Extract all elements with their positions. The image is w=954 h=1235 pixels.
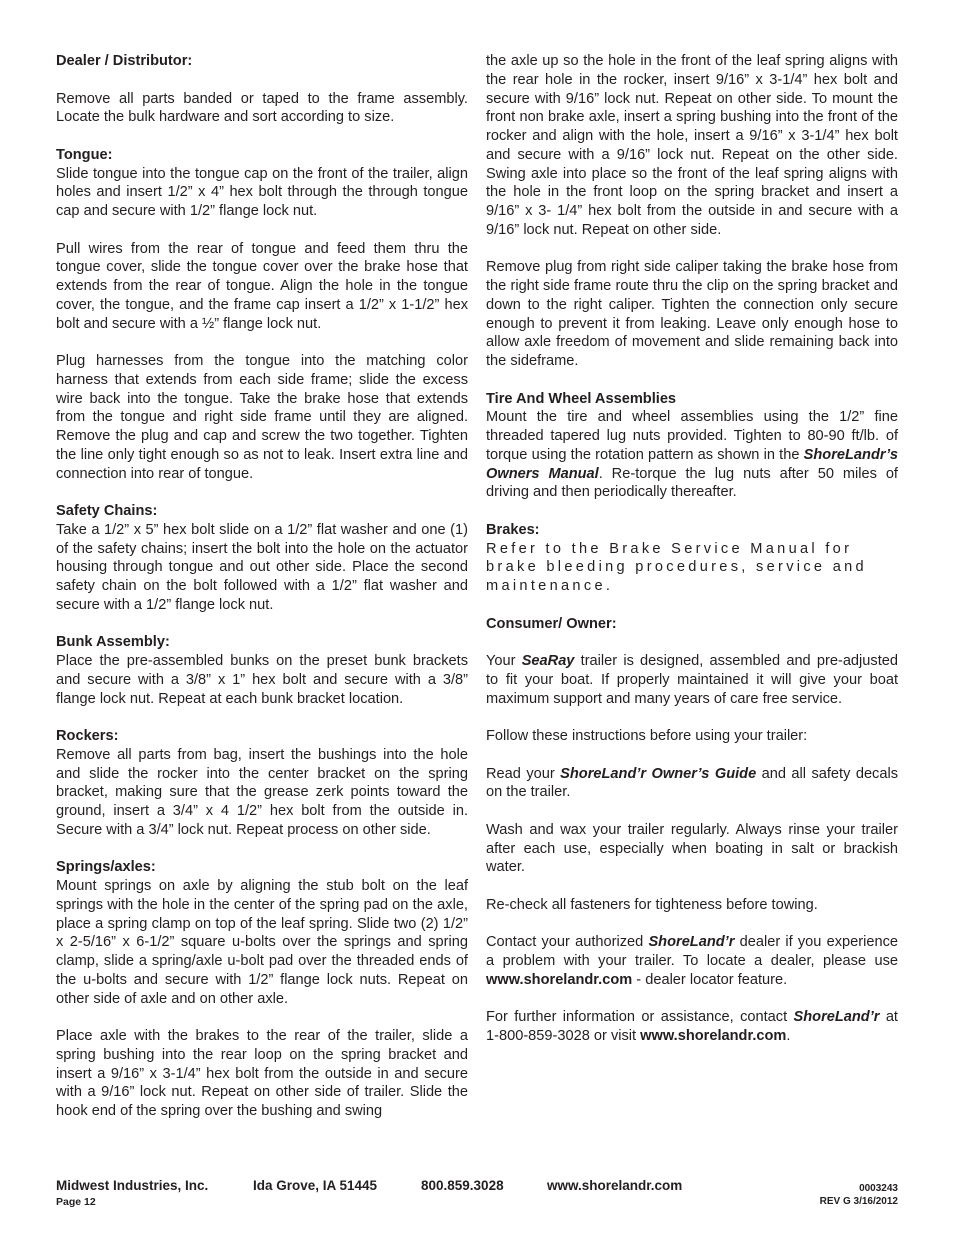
website-link-contact[interactable]: www.shorelandr.com xyxy=(640,1028,787,1044)
consumer-p3-c: and all safety decals on the trailer. xyxy=(486,765,899,801)
consumer-p1-a: Your xyxy=(486,653,522,669)
consumer-paragraph-5: Re-check all fasteners for tighteness before towing. xyxy=(486,896,818,913)
consumer-p1-c: trailer is designed, assembled and pre-adjusted to fit your boat. If properly maintained it will give your boat maximum support and many years of care free service. xyxy=(486,653,898,707)
tongue-heading: Tongue: xyxy=(56,146,113,163)
tire-wheel-heading: Tire And Wheel Assemblies xyxy=(486,390,677,407)
brake-hose-paragraph: Remove plug from right side caliper taking the brake hose from the right side frame route thru the clip on the spring bracket and down to the right caliper. Tighten the connection only secure enough to prevent it from leaking. Leave only enough hose to allow axle freedom of movement and slide remaining back into the sideframe. xyxy=(486,259,898,369)
tire-wheel-paragraph xyxy=(486,408,898,502)
consumer-p7-a: For further information or assistance, contact xyxy=(486,1009,794,1026)
brand-shorelandr: ShoreLand’r xyxy=(648,934,735,951)
tongue-paragraph-2: Pull wires from the rear of tongue and feed them thru the tongue cover, slide the tongue cover over the brake hose that extends from the rear of tongue. Align the hole in the tongue cover, the tongue, and the frame cap insert a 1/2” x 1-1/2” hex bolt and secure with a ½” flange lock nut. xyxy=(56,240,468,332)
consumer-p7-e: . xyxy=(786,1028,791,1044)
footer-company: Midwest Industries, Inc. xyxy=(56,1178,209,1193)
consumer-paragraph-3 xyxy=(486,765,898,803)
consumer-paragraph-1 xyxy=(486,652,898,708)
right-column xyxy=(486,52,898,1046)
footer-website: www.shorelandr.com xyxy=(547,1178,683,1193)
consumer-paragraph-7 xyxy=(486,1008,898,1046)
rockers-heading: Rockers: xyxy=(56,728,119,744)
revision: REV G 3/16/2012 xyxy=(819,1196,898,1207)
tongue-paragraph-3: Plug harnesses from the tongue into the matching color harness that extends from each side frame; slide the excess wire back into the tongue. Take the brake hose that extends from the tongue and right side frame until they are aligned. Remove the plug and cap and screw the two together. Tighten the line only tight enough so as not to leak. Insert extra line and connection into rear of tongue. xyxy=(56,353,468,482)
website-link[interactable]: www.shorelandr.com xyxy=(486,971,633,988)
dealer-section xyxy=(56,52,468,71)
page-number: Page 12 xyxy=(56,1196,96,1208)
consumer-p6-e: - dealer locator feature. xyxy=(632,971,788,988)
safety-chains-heading: Safety Chains: xyxy=(56,503,158,519)
tongue-paragraph-1: Slide tongue into the tongue cap on the front of the trailer, align holes and insert 1/2” x 4” hex bolt through the through tongue cap and secure with 1/2” flange lock nut. xyxy=(56,165,468,219)
brand-shorelandr-contact: ShoreLand’r xyxy=(793,1009,880,1026)
footer-city: Ida Grove, IA 51445 xyxy=(253,1178,378,1193)
dealer-paragraph: Remove all parts banded or taped to the frame assembly. Locate the bulk hardware and sort according to size. xyxy=(56,90,468,126)
safety-chains-paragraph: Take a 1/2” x 5” hex bolt slide on a 1/2” flat washer and one (1) of the safety chains; insert the bolt into the hole on the actuator housing through tongue and out other side. Place the second safety chain on the bolt followed with a 1/2” flat washer and secure with a 1/2” flange lock nut. xyxy=(56,521,468,613)
brand-searay: SeaRay xyxy=(521,653,575,669)
consumer-heading: Consumer/ Owner: xyxy=(486,615,617,632)
doc-number: 0003243 xyxy=(859,1183,898,1194)
dealer-heading: Dealer / Distributor: xyxy=(56,53,193,69)
consumer-paragraph-6 xyxy=(486,933,898,989)
consumer-p3-a: Read your xyxy=(486,765,561,782)
consumer-p7-c: at 1-800-859-3028 or visit xyxy=(486,1009,898,1044)
springs-axles-paragraph-1: Mount springs on axle by aligning the stub bolt on the leaf springs with the hole in the center of the spring pad on the axle, place a spring clamp on top of the leaf spring. Slide two (2) 1/2” x 2-5/16” x 6-1/2” square u-bolts over the springs and spring clamp, slide a spring/axle u-bolt pad over the threaded ends of the u-bolts and secure with 1/2” flange lock nuts. Repeat on other side of axle and on other axle. xyxy=(56,878,468,1007)
springs-axles-paragraph-2: Place axle with the brakes to the rear of the trailer, slide a spring bushing into the rear loop on the spring bracket and insert a 9/16” x 3-1/4” hex bolt from the outside in and secure with a 9/16” lock nut. Repeat on other side of trailer. Slide the hook end of the spring over the bushing and swing xyxy=(56,1028,468,1119)
tire-text-c: . Re-torque the lug nuts after 50 miles of driving and then periodically thereafter. xyxy=(486,465,898,501)
consumer-paragraph-4: Wash and wax your trailer regularly. Always rinse your trailer after each use, especially when boating in salt or brackish water. xyxy=(486,821,898,876)
left-column xyxy=(56,52,468,1121)
consumer-p6-c: dealer if you experience a problem with your trailer. To locate a dealer, please use xyxy=(486,934,899,969)
footer-phone: 800.859.3028 xyxy=(421,1178,504,1193)
owners-manual-ref: ShoreLandr’s Owners Manual xyxy=(486,446,898,482)
tire-text-a: Mount the tire and wheel assemblies using the 1/2” fine threaded tapered lug nuts provided. Tighten to 80-90 ft/lb. of torque using the rotation pattern as shown in the xyxy=(486,409,898,463)
consumer-section xyxy=(486,615,898,634)
springs-axles-heading: Springs/axles: xyxy=(56,859,156,876)
brakes-paragraph: Refer to the Brake Service Manual for brake bleeding procedures, service and maintenance. xyxy=(486,540,867,594)
springs-axles-continued: the axle up so the hole in the front of the leaf spring aligns with the rear hole in the rocker, insert 9/16” x 3-1/4” hex bolt and secure with 9/16” lock nut. Repeat on other side. To mount the front non brake axle, insert a spring bushing into the front of the rocker and align with the hole, insert a 9/16” x 3-1/4” hex bolt and secure with a 9/16” lock nut. Repeat on the other side. Swing axle into place so the front of the leaf spring aligns with the hole in the front loop on the spring bracket and insert a 9/16” x 3- 1/4” hex bolt from the outside in and secure with a 9/16” lock nut. Repeat on other side. xyxy=(486,53,898,238)
bunk-assembly-heading: Bunk Assembly: xyxy=(56,634,170,651)
bunk-assembly-paragraph: Place the pre-assembled bunks on the preset bunk brackets and secure with a 3/8” x 1” hex bolt and secure with a 3/8” flange lock nut. Repeat at each bunk bracket location. xyxy=(56,653,468,707)
rockers-paragraph: Remove all parts from bag, insert the bushings into the hole and slide the rocker into the center bracket on the spring bracket, making sure that the grease zerk points toward the ground, insert a 3/4” x 4 1/2” hex bolt from the outside in. Secure with a 3/4” lock nut. Repeat process on other side. xyxy=(56,746,468,838)
consumer-p6-a: Contact your authorized xyxy=(486,934,649,951)
consumer-paragraph-2: Follow these instructions before using your trailer: xyxy=(486,728,808,744)
brakes-heading: Brakes: xyxy=(486,521,540,538)
owners-guide-ref: ShoreLand’r Owner’s Guide xyxy=(560,765,757,782)
